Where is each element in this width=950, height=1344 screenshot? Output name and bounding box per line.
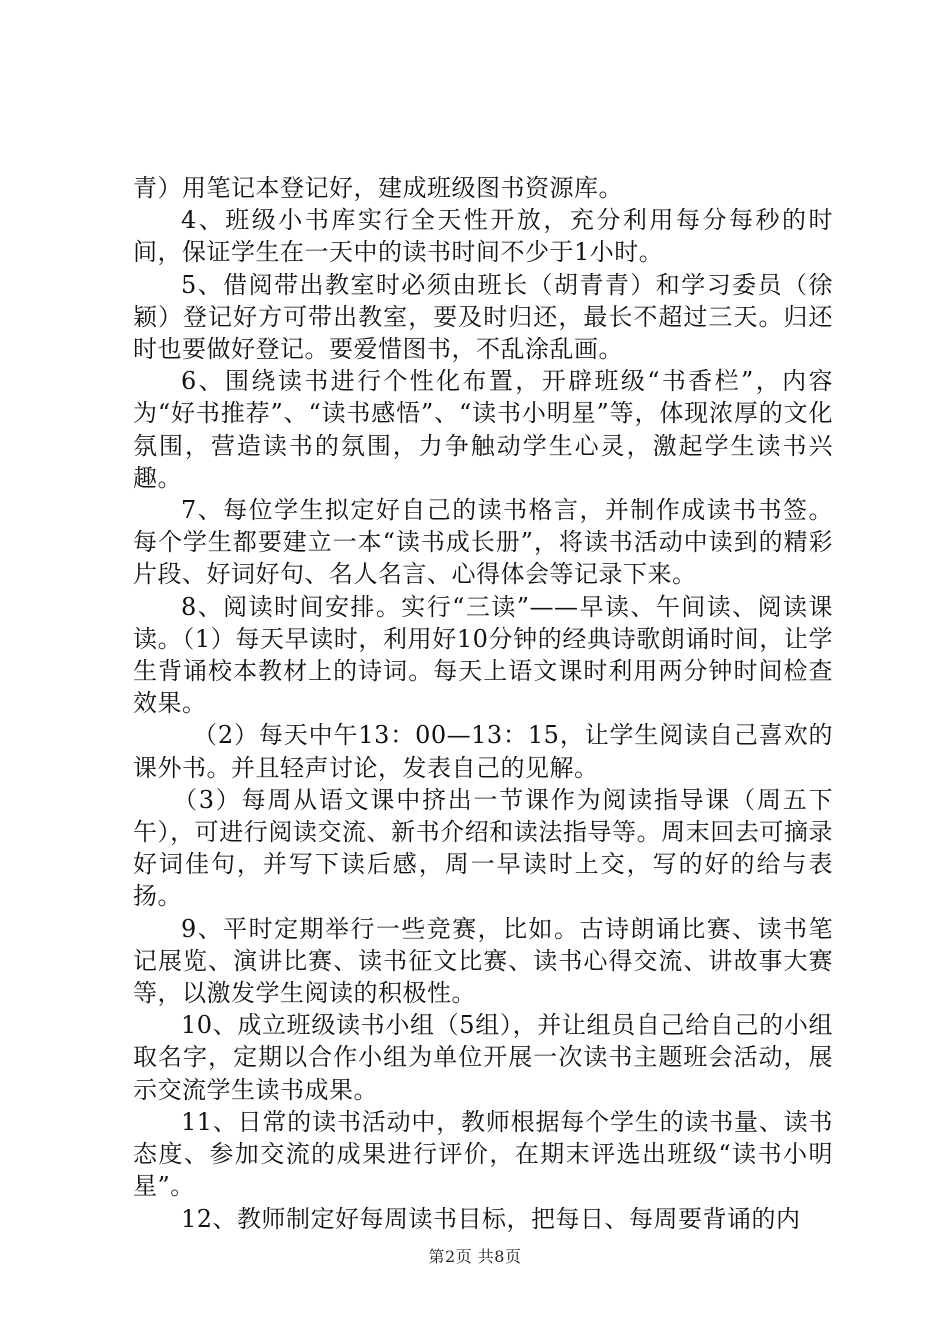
- paragraph-item-10: 10、成立班级读书小组（5组），并让组员自己给自己的小组取名字，定期以合作小组为单位开展一次读书主题班会活动，展示交流学生读书成果。: [133, 1011, 833, 1104]
- paragraph-item-12: 12、教师制定好每周读书目标，把每日、每周要背诵的内: [181, 1204, 801, 1233]
- paragraph-item-8-2: （2）每天中午13：00—13：15，让学生阅读自己喜欢的课外书。并且轻声讨论，发表自己的见解。: [133, 721, 833, 782]
- paragraph-item-8-3: （3）每周从语文课中挤出一节课作为阅读指导课（周五下午），可进行阅读交流、新书介绍和读法指导等。周末回去可摘录好词佳句，并写下读后感，周一早读时上交，写的好的给与表扬。: [133, 785, 833, 911]
- paragraph-item-8: 8、阅读时间安排。实行“三读”——早读、午间读、阅读课读。（1）每天早读时，利用好10分钟的经典诗歌朗诵时间，让学生背诵校本教材上的诗词。每天上语文课时利用两分钟时间检查效果。: [133, 592, 833, 718]
- paragraph-item-5: 5、借阅带出教室时必须由班长（胡青青）和学习委员（徐颖）登记好方可带出教室，要及时归还，最长不超过三天。归还时也要做好登记。要爱惜图书，不乱涂乱画。: [133, 270, 833, 364]
- paragraph-item-4: 4、班级小书库实行全天性开放，充分利用每分每秒的时间，保证学生在一天中的读书时间不少于1小时。: [133, 206, 833, 267]
- paragraph-item-7: 7、每位学生拟定好自己的读书格言，并制作成读书书签。每个学生都要建立一本“读书成长册”，将读书活动中读到的精彩片段、好词好句、名人名言、心得体会等记录下来。: [133, 496, 833, 589]
- paragraph-continuation: 青）用笔记本登记好，建成班级图书资源库。: [133, 174, 623, 202]
- page-number-footer: 第2页 共8页: [428, 1247, 522, 1266]
- paragraph-item-11: 11、日常的读书活动中，教师根据每个学生的读书量、读书态度、参加交流的成果进行评价，在期末评选出班级“读书小明星”。: [133, 1107, 833, 1201]
- document-body: [133, 172, 833, 1235]
- paragraph-item-6: 6、围绕读书进行个性化布置，开辟班级“书香栏”，内容为“好书推荐”、“读书感悟”、“读书小明星”等，体现浓厚的文化氛围，营造读书的氛围，力争触动学生心灵，激起学生读书兴趣。: [133, 367, 833, 492]
- paragraph-item-9: 9、平时定期举行一些竞赛，比如。古诗朗诵比赛、读书笔记展览、演讲比赛、读书征文比赛、读书心得交流、讲故事大赛等，以激发学生阅读的积极性。: [133, 914, 833, 1008]
